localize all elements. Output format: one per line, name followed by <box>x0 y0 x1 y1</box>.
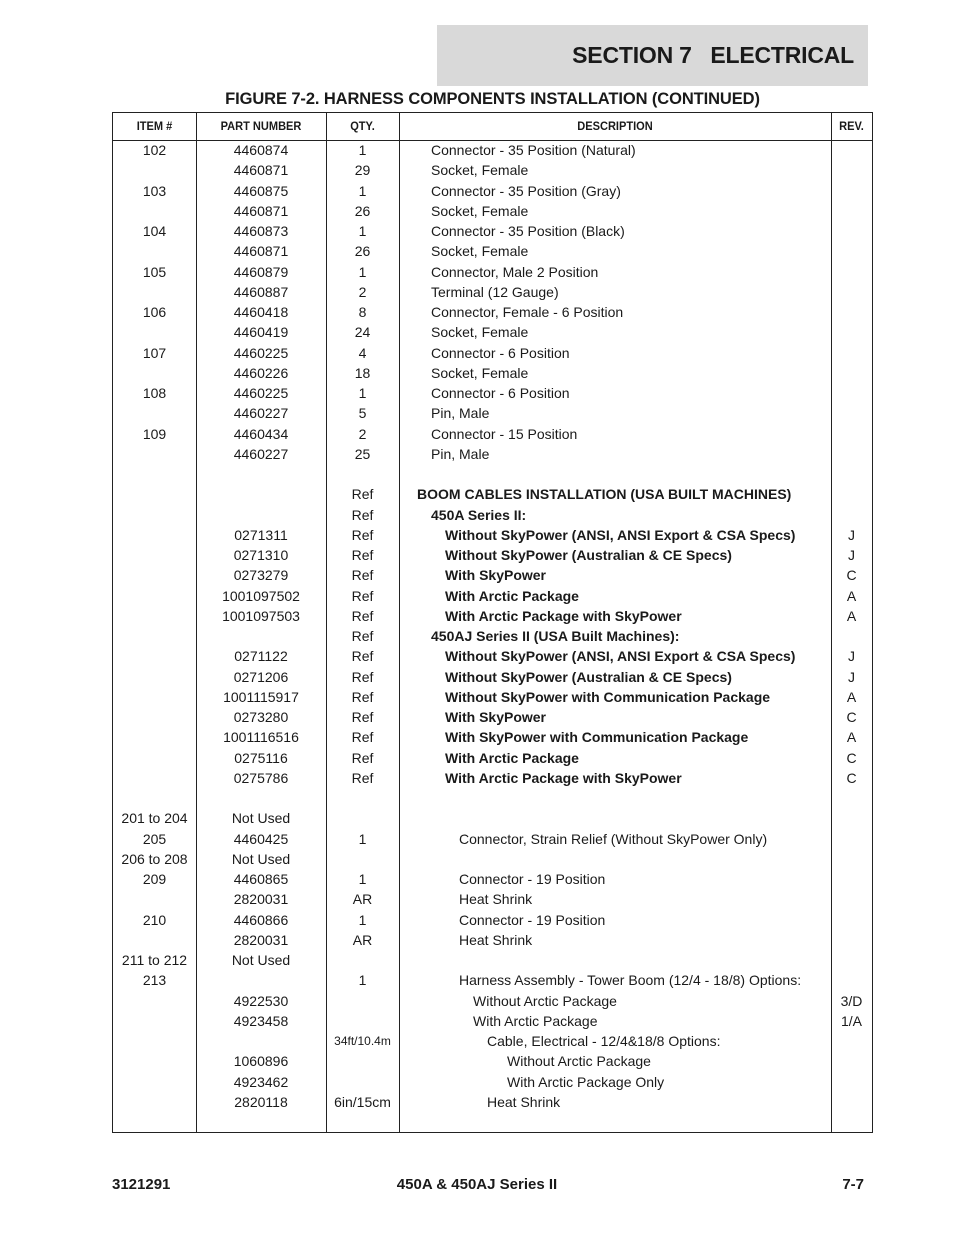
table-row <box>113 788 872 808</box>
item-cell: 107 <box>142 344 167 361</box>
item-cell: 205 <box>142 830 167 847</box>
qty-cell: 34ft/10.4m <box>334 1034 391 1048</box>
header-rev: REV. <box>839 119 864 133</box>
qty-cell: AR <box>352 891 373 908</box>
part-number-cell: 4460226 <box>233 364 289 381</box>
item-cell: 211 to 212 <box>121 952 188 968</box>
qty-cell: 8 <box>358 304 367 320</box>
header-part-number: PART NUMBER <box>220 119 302 133</box>
qty-cell: 26 <box>354 202 371 219</box>
rev-cell: C <box>846 769 857 786</box>
footer-model: 450A & 450AJ Series II <box>396 1176 558 1193</box>
description-cell: Connector - 15 Position <box>431 425 578 442</box>
table-row <box>113 687 872 707</box>
description-cell: 450A Series II: <box>431 506 527 523</box>
table-row <box>113 484 872 504</box>
header-qty: QTY. <box>350 119 375 133</box>
table-row <box>113 201 872 221</box>
item-cell: 109 <box>142 425 167 442</box>
part-number-cell: 4460873 <box>233 223 289 239</box>
qty-cell: 26 <box>354 243 371 260</box>
qty-cell: Ref <box>351 648 374 665</box>
part-number-cell: 4460425 <box>233 830 289 847</box>
rev-cell: J <box>848 547 855 563</box>
qty-cell: Ref <box>351 486 374 503</box>
description-cell: Connector - 35 Position (Gray) <box>431 182 621 199</box>
qty-cell: Ref <box>351 709 374 725</box>
table-row <box>113 970 872 990</box>
part-number-cell: 1060896 <box>233 1053 289 1070</box>
table-row <box>113 889 872 909</box>
table-row <box>113 727 872 747</box>
qty-cell: Ref <box>351 628 374 644</box>
description-cell: Connector - 35 Position (Black) <box>431 223 625 239</box>
description-cell: 450AJ Series II (USA Built Machines): <box>431 628 680 644</box>
part-number-cell: 4460227 <box>233 445 289 462</box>
description-cell: Without SkyPower with Communication Package <box>445 688 771 705</box>
table-row <box>113 808 872 828</box>
part-number-cell: 1001116516 <box>223 729 299 746</box>
qty-cell: Ref <box>351 749 374 766</box>
rev-cell: A <box>846 607 857 624</box>
part-number-cell: 1001115917 <box>223 688 299 705</box>
item-cell: 206 to 208 <box>121 850 188 867</box>
table-row <box>113 991 872 1011</box>
item-cell: 106 <box>142 304 167 320</box>
part-number-cell: 4460418 <box>233 304 289 320</box>
table-row <box>113 707 872 727</box>
header-item: ITEM # <box>136 119 173 133</box>
description-cell: Connector - 19 Position <box>459 871 606 887</box>
table-body <box>113 140 872 1112</box>
description-cell: Socket, Female <box>431 243 529 260</box>
item-cell: 108 <box>142 385 167 401</box>
description-cell: With Arctic Package with SkyPower <box>445 607 682 624</box>
part-number-cell: 0273280 <box>233 709 289 725</box>
qty-cell: 5 <box>358 405 367 422</box>
part-number-cell: 0273279 <box>233 567 289 584</box>
table-row <box>113 768 872 788</box>
table-row <box>113 140 872 160</box>
qty-cell: 4 <box>358 344 367 361</box>
rev-cell: 3/D <box>840 992 863 1009</box>
part-number-cell: 0271311 <box>234 526 288 543</box>
description-cell: Without SkyPower (Australian & CE Specs) <box>445 668 732 685</box>
footer-page-number: 7-7 <box>842 1176 864 1193</box>
rev-cell: C <box>846 709 857 725</box>
description-cell: Connector - 19 Position <box>459 911 606 928</box>
part-number-cell: Not Used <box>231 850 291 867</box>
table-row <box>113 403 872 423</box>
table-header <box>113 113 872 141</box>
table-row <box>113 849 872 869</box>
description-cell: Connector, Strain Relief (Without SkyPower Only) <box>459 830 768 847</box>
qty-cell: 1 <box>358 182 367 199</box>
description-cell: Connector - 6 Position <box>431 385 570 401</box>
rev-cell: 1/A <box>840 1012 862 1029</box>
part-number-cell: 4460875 <box>233 182 289 199</box>
description-cell: Without Arctic Package <box>473 992 617 1009</box>
table-row <box>113 424 872 444</box>
description-cell: With Arctic Package with SkyPower <box>445 769 682 786</box>
part-number-cell: 1001097503 <box>222 607 300 624</box>
part-number-cell: 4460871 <box>233 243 289 260</box>
description-cell: Heat Shrink <box>487 1093 561 1110</box>
description-cell: Socket, Female <box>431 202 529 219</box>
item-cell: 103 <box>142 182 167 199</box>
item-cell: 201 to 204 <box>121 810 188 827</box>
qty-cell: Ref <box>351 668 374 685</box>
table-row <box>113 626 872 646</box>
part-number-cell: 0271122 <box>234 648 288 665</box>
description-cell: With Arctic Package <box>445 749 579 766</box>
table-row <box>113 748 872 768</box>
table-row <box>113 383 872 403</box>
description-cell: With SkyPower <box>445 567 547 584</box>
part-number-cell: 0275786 <box>233 769 289 786</box>
qty-cell: Ref <box>351 607 374 624</box>
table-row <box>113 1031 872 1051</box>
part-number-cell: 4460419 <box>233 324 289 341</box>
qty-cell: 18 <box>354 364 371 381</box>
item-cell: 210 <box>142 911 167 928</box>
qty-cell: 1 <box>358 871 367 887</box>
part-number-cell: 4460879 <box>233 263 289 280</box>
description-cell: Without SkyPower (ANSI, ANSI Export & CSA Specs) <box>445 526 796 543</box>
part-number-cell: Not Used <box>231 952 291 968</box>
description-cell: Connector - 6 Position <box>431 344 570 361</box>
description-cell: With Arctic Package <box>473 1012 598 1029</box>
description-cell: Socket, Female <box>431 162 529 179</box>
table-row <box>113 464 872 484</box>
description-cell: With SkyPower <box>445 709 547 725</box>
table-row <box>113 545 872 565</box>
rev-cell: A <box>846 688 857 705</box>
section-title: SECTION 7 ELECTRICAL <box>572 42 854 68</box>
qty-cell: Ref <box>351 587 374 604</box>
qty-cell: 24 <box>354 324 371 341</box>
rev-cell: C <box>846 749 857 766</box>
description-cell: Harness Assembly - Tower Boom (12/4 - 18/8) Options: <box>459 972 802 989</box>
table-row <box>113 1072 872 1092</box>
part-number-cell: 4923462 <box>233 1073 289 1090</box>
table-row <box>113 322 872 342</box>
part-number-cell: Not Used <box>231 810 291 827</box>
item-cell: 213 <box>142 972 167 989</box>
description-cell: Without SkyPower (ANSI, ANSI Export & CSA Specs) <box>445 648 796 665</box>
rev-cell: C <box>846 567 857 584</box>
qty-cell: 1 <box>358 385 367 401</box>
part-number-cell: 4460225 <box>233 385 289 401</box>
description-cell: Pin, Male <box>431 445 490 462</box>
description-cell: Pin, Male <box>431 405 490 422</box>
part-number-cell: 4460871 <box>233 202 289 219</box>
table-row <box>113 586 872 606</box>
part-number-cell: 4922530 <box>233 992 289 1009</box>
item-cell: 102 <box>142 142 167 158</box>
table-row <box>113 221 872 241</box>
description-cell: Connector, Male 2 Position <box>431 263 599 280</box>
qty-cell: 29 <box>354 162 371 179</box>
table-row <box>113 910 872 930</box>
table-row <box>113 1092 872 1112</box>
table-row <box>113 282 872 302</box>
description-cell: With Arctic Package <box>445 587 579 604</box>
qty-cell: Ref <box>351 506 374 523</box>
part-number-cell: 4460874 <box>233 142 289 158</box>
qty-cell: 1 <box>358 830 367 847</box>
item-cell: 105 <box>142 263 167 280</box>
qty-cell: 2 <box>358 283 367 300</box>
qty-cell: Ref <box>351 567 374 584</box>
table-row <box>113 302 872 322</box>
description-cell: Connector, Female - 6 Position <box>431 304 624 320</box>
qty-cell: 1 <box>358 911 367 928</box>
description-cell: Without SkyPower (Australian & CE Specs) <box>445 547 732 563</box>
part-number-cell: 2820031 <box>233 891 289 908</box>
part-number-cell: 4460225 <box>233 344 289 361</box>
part-number-cell: 4923458 <box>233 1012 289 1029</box>
table-row <box>113 1051 872 1071</box>
description-cell: Socket, Female <box>431 324 529 341</box>
qty-cell: Ref <box>351 769 374 786</box>
description-cell: Cable, Electrical - 12/4&18/8 Options: <box>487 1033 721 1049</box>
header-description: DESCRIPTION <box>577 119 653 133</box>
table-row <box>113 241 872 261</box>
table-row <box>113 565 872 585</box>
table-row <box>113 505 872 525</box>
item-cell: 209 <box>142 871 167 887</box>
qty-cell: 1 <box>358 972 367 989</box>
figure-title: FIGURE 7-2. HARNESS COMPONENTS INSTALLATION (CONTINUED) <box>225 90 760 108</box>
table-row <box>113 363 872 383</box>
rev-cell: A <box>846 729 857 746</box>
qty-cell: Ref <box>351 729 374 746</box>
table-row <box>113 262 872 282</box>
part-number-cell: 4460865 <box>233 871 289 887</box>
qty-cell: 25 <box>354 445 371 462</box>
qty-cell: Ref <box>351 688 374 705</box>
part-number-cell: 4460227 <box>233 405 289 422</box>
description-cell: Heat Shrink <box>459 931 533 948</box>
part-number-cell: 2820031 <box>233 931 289 948</box>
part-number-cell: 4460866 <box>233 911 289 928</box>
qty-cell: 6in/15cm <box>334 1093 391 1110</box>
table-row <box>113 829 872 849</box>
rev-cell: J <box>848 668 855 685</box>
table-row <box>113 525 872 545</box>
description-cell: Socket, Female <box>431 364 529 381</box>
part-number-cell: 0275116 <box>234 749 288 766</box>
table-row <box>113 606 872 626</box>
qty-cell: Ref <box>351 526 374 543</box>
table-row <box>113 930 872 950</box>
qty-cell: 1 <box>358 142 367 158</box>
description-cell: BOOM CABLES INSTALLATION (USA BUILT MACHINES) <box>417 486 792 503</box>
part-number-cell: 0271206 <box>233 668 289 685</box>
qty-cell: 1 <box>358 223 367 239</box>
parts-table <box>112 112 873 1133</box>
qty-cell: AR <box>352 931 373 948</box>
qty-cell: 1 <box>358 263 367 280</box>
description-cell: Without Arctic Package <box>507 1053 651 1070</box>
qty-cell: 2 <box>358 425 367 442</box>
table-row <box>113 950 872 970</box>
rev-cell: A <box>846 587 857 604</box>
qty-cell: Ref <box>351 547 374 563</box>
rev-cell: J <box>848 526 855 543</box>
part-number-cell: 0271310 <box>233 547 289 563</box>
table-row <box>113 343 872 363</box>
description-cell: With SkyPower with Communication Package <box>445 729 749 746</box>
table-row <box>113 181 872 201</box>
part-number-cell: 2820118 <box>234 1093 288 1110</box>
part-number-cell: 4460434 <box>233 425 289 442</box>
part-number-cell: 4460871 <box>233 162 289 179</box>
table-row <box>113 160 872 180</box>
part-number-cell: 4460887 <box>233 283 289 300</box>
table-row <box>113 1011 872 1031</box>
table-row <box>113 646 872 666</box>
item-cell: 104 <box>142 223 167 239</box>
description-cell: Heat Shrink <box>459 891 533 908</box>
rev-cell: J <box>848 648 855 665</box>
table-row <box>113 869 872 889</box>
part-number-cell: 1001097502 <box>222 587 300 604</box>
footer-doc-number: 3121291 <box>112 1176 171 1193</box>
section-title-banner <box>437 25 868 86</box>
table-row <box>113 444 872 464</box>
description-cell: Terminal (12 Gauge) <box>431 283 559 300</box>
description-cell: Connector - 35 Position (Natural) <box>431 142 636 158</box>
description-cell: With Arctic Package Only <box>507 1073 665 1090</box>
table-row <box>113 667 872 687</box>
